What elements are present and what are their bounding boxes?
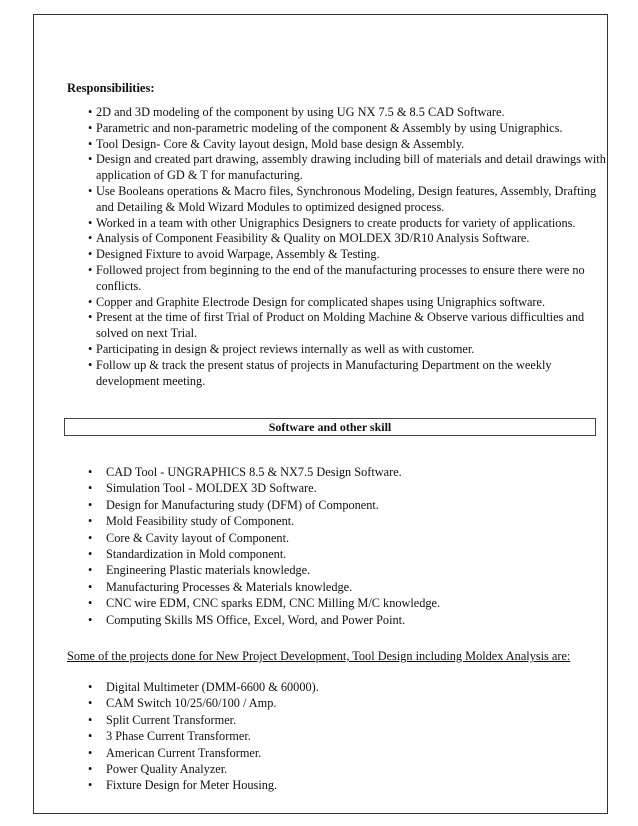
bullet-icon: • bbox=[88, 341, 93, 356]
bullet-icon: • bbox=[88, 105, 93, 119]
skill-item bbox=[88, 579, 608, 595]
list-item-text: Core & Cavity layout of Component. bbox=[106, 530, 290, 545]
list-item-text: Mold Feasibility study of Component. bbox=[106, 514, 295, 529]
list-item-text: Engineering Plastic materials knowledge. bbox=[106, 563, 311, 578]
responsibility-item bbox=[88, 310, 608, 342]
project-item bbox=[88, 712, 608, 728]
projects-heading: Some of the projects done for New Project Development, Tool Design including Moldex Analysis are: bbox=[67, 649, 571, 663]
bullet-icon: • bbox=[88, 310, 93, 325]
bullet-icon: • bbox=[88, 596, 93, 611]
list-item-text: Standardization in Mold component. bbox=[106, 547, 287, 562]
list-item-text: Simulation Tool - MOLDEX 3D Software. bbox=[106, 481, 317, 496]
bullet-icon: • bbox=[88, 152, 93, 167]
list-item-text: Computing Skills MS Office, Excel, Word, and Power Point. bbox=[106, 612, 406, 627]
list-item-text: Digital Multimeter (DMM-6600 & 60000). bbox=[106, 680, 319, 694]
list-item-text: Use Booleans operations & Macro files, Synchronous Modeling, Design features, Assembly, Drafting and Detailing & Mold Wizard Modules to optimized designed process. bbox=[96, 183, 597, 214]
bullet-icon: • bbox=[88, 612, 93, 627]
responsibility-item bbox=[88, 216, 608, 232]
project-item bbox=[88, 679, 608, 695]
responsibility-item bbox=[88, 295, 608, 311]
skill-item bbox=[88, 595, 608, 611]
responsibility-item bbox=[88, 121, 608, 137]
list-item-text: Parametric and non-parametric modeling of the component & Assembly by using Unigraphics. bbox=[96, 120, 563, 135]
bullet-icon: • bbox=[88, 762, 93, 777]
responsibility-item bbox=[88, 184, 608, 216]
project-item bbox=[88, 761, 608, 777]
list-item-text: Tool Design- Core & Cavity layout design, Mold base design & Assembly. bbox=[96, 136, 465, 151]
responsibility-item bbox=[88, 342, 608, 358]
list-item-text: Analysis of Component Feasibility & Quality on MOLDEX 3D/R10 Analysis Software. bbox=[96, 231, 530, 246]
bullet-icon: • bbox=[88, 183, 93, 198]
skill-item bbox=[88, 480, 608, 496]
projects-list bbox=[88, 679, 608, 794]
list-item-text: Worked in a team with other Unigraphics Designers to create products for variety of applications. bbox=[96, 215, 576, 230]
project-item bbox=[88, 745, 608, 761]
bullet-icon: • bbox=[88, 465, 93, 479]
responsibility-item bbox=[88, 263, 608, 295]
bullet-icon: • bbox=[88, 514, 93, 529]
bullet-icon: • bbox=[88, 547, 93, 562]
skill-item bbox=[88, 497, 608, 513]
bullet-icon: • bbox=[88, 696, 93, 711]
list-item-text: Present at the time of first Trial of Product on Molding Machine & Observe various difficulties and solved on next Trial. bbox=[96, 310, 585, 341]
skill-item bbox=[88, 464, 608, 480]
bullet-icon: • bbox=[88, 262, 93, 277]
bullet-icon: • bbox=[88, 712, 93, 727]
bullet-icon: • bbox=[88, 680, 93, 694]
responsibility-item bbox=[88, 247, 608, 263]
responsibility-item bbox=[88, 137, 608, 153]
list-item-text: Design and created part drawing, assembly drawing including bill of materials and detail drawings with application of GD & T for manufacturing. bbox=[96, 152, 606, 183]
list-item-text: American Current Transformer. bbox=[106, 745, 262, 760]
bullet-icon: • bbox=[88, 294, 93, 309]
bullet-icon: • bbox=[88, 215, 93, 230]
list-item-text: Manufacturing Processes & Materials knowledge. bbox=[106, 579, 353, 594]
list-item-text: Followed project from beginning to the end of the manufacturing processes to ensure there were no conflicts. bbox=[96, 262, 585, 293]
list-item-text: Copper and Graphite Electrode Design for complicated shapes using Unigraphics software. bbox=[96, 294, 546, 309]
skills-section-heading: Software and other skill bbox=[64, 418, 596, 436]
bullet-icon: • bbox=[88, 247, 93, 262]
responsibility-item bbox=[88, 231, 608, 247]
bullet-icon: • bbox=[88, 778, 93, 793]
bullet-icon: • bbox=[88, 120, 93, 135]
list-item-text: 2D and 3D modeling of the component by using UG NX 7.5 & 8.5 CAD Software. bbox=[96, 105, 505, 119]
project-item bbox=[88, 777, 608, 793]
skill-item bbox=[88, 562, 608, 578]
responsibility-item bbox=[88, 105, 608, 121]
skill-item bbox=[88, 513, 608, 529]
list-item-text: CNC wire EDM, CNC sparks EDM, CNC Milling M/C knowledge. bbox=[106, 596, 441, 611]
bullet-icon: • bbox=[88, 530, 93, 545]
bullet-icon: • bbox=[88, 357, 93, 372]
list-item-text: Designed Fixture to avoid Warpage, Assembly & Testing. bbox=[96, 247, 380, 262]
list-item-text: CAM Switch 10/25/60/100 / Amp. bbox=[106, 696, 277, 711]
list-item-text: Fixture Design for Meter Housing. bbox=[106, 778, 278, 793]
bullet-icon: • bbox=[88, 729, 93, 744]
list-item-text: Split Current Transformer. bbox=[106, 712, 237, 727]
responsibilities-list bbox=[88, 105, 608, 389]
skill-item bbox=[88, 612, 608, 628]
skill-item bbox=[88, 530, 608, 546]
list-item-text: 3 Phase Current Transformer. bbox=[106, 729, 251, 744]
skills-list bbox=[88, 464, 608, 628]
list-item-text: Power Quality Analyzer. bbox=[106, 762, 228, 777]
responsibility-item bbox=[88, 358, 608, 390]
bullet-icon: • bbox=[88, 481, 93, 496]
list-item-text: Follow up & track the present status of projects in Manufacturing Department on the weekly development meeting. bbox=[96, 357, 552, 388]
bullet-icon: • bbox=[88, 745, 93, 760]
list-item-text: Participating in design & project reviews internally as well as with customer. bbox=[96, 341, 475, 356]
project-item bbox=[88, 728, 608, 744]
list-item-text: Design for Manufacturing study (DFM) of Component. bbox=[106, 497, 379, 512]
bullet-icon: • bbox=[88, 579, 93, 594]
bullet-icon: • bbox=[88, 136, 93, 151]
skill-item bbox=[88, 546, 608, 562]
responsibilities-heading: Responsibilities: bbox=[67, 81, 155, 95]
list-item-text: CAD Tool - UNGRAPHICS 8.5 & NX7.5 Design Software. bbox=[106, 465, 402, 479]
bullet-icon: • bbox=[88, 497, 93, 512]
responsibility-item bbox=[88, 152, 608, 184]
bullet-icon: • bbox=[88, 231, 93, 246]
project-item bbox=[88, 695, 608, 711]
bullet-icon: • bbox=[88, 563, 93, 578]
